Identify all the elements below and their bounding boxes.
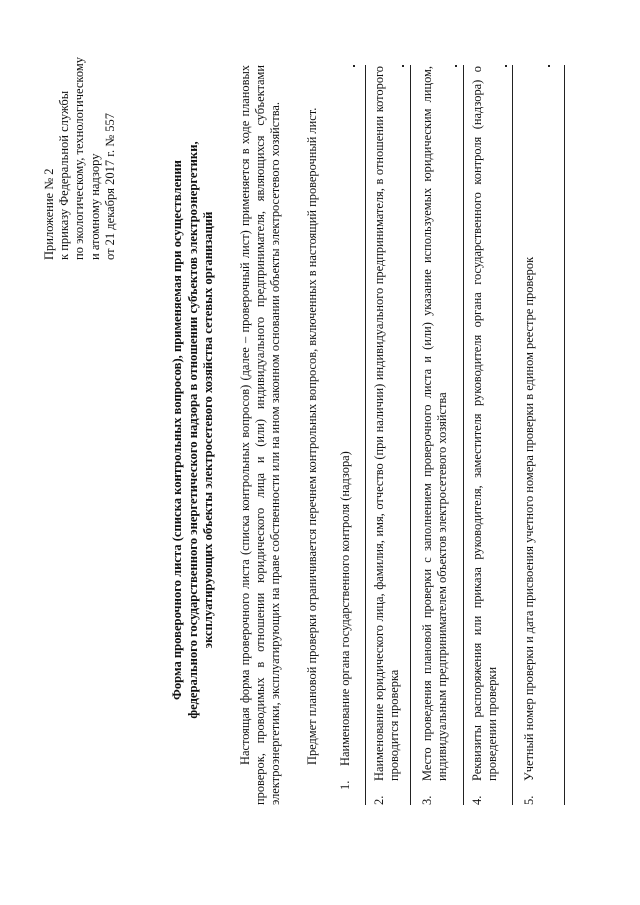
document-title: [170, 50, 217, 810]
fill-line-5: [564, 65, 565, 805]
fill-line-1: [365, 65, 366, 805]
item-number: 2.: [372, 795, 386, 805]
fill-line-3: [463, 65, 464, 805]
fill-dot: [402, 65, 404, 67]
item-text: Учетный номер проверки и дата присвоения учетного номера проверки в едином реестре проверок: [522, 256, 536, 781]
title-line-3: эксплуатирующих объекты электросетевого хозяйства сетевых организаций: [201, 211, 215, 649]
item-text: Наименование органа государственного контроля (надзора): [338, 451, 352, 766]
appendix-line: Приложение № 2: [42, 168, 56, 260]
item-number: 5.: [522, 795, 536, 805]
item-text: Место проведения плановой проверки с заполнением проверочного листа и (или) указание используемых юридическим лицом, индивидуальным предпринимателем объектов электросетевого хозяйства: [420, 66, 450, 781]
checklist-item-1: [338, 50, 353, 790]
appendix-line: и атомному надзору: [87, 153, 102, 260]
fill-dot: [548, 65, 550, 67]
intro-paragraph: Настоящая форма проверочного листа (списка контрольных вопросов) (далее – проверочный лист) применяется в ходе плановых проверок, проводимых в отношении юридического лица и (или) индивидуального предпринимателя, являющихся субъектами электроэнергетики, эксплуатирующих на праве собственности или на ином законном основании объекты электросетевого хозяйства.: [238, 65, 283, 805]
subject-paragraph: Предмет плановой проверки ограничивается перечнем контрольных вопросов, включенных в настоящий проверочный лист.: [305, 107, 319, 765]
fill-line-2: [410, 65, 411, 805]
item-text: Наименование юридического лица, фамилия, имя, отчество (при наличии) индивидуального предпринимателя, в отношении которого проводится проверка: [372, 66, 402, 781]
item-number: 4.: [470, 795, 484, 805]
appendix-line: к приказу Федеральной службы: [57, 90, 72, 260]
appendix-line: по экологическому, технологическому: [72, 56, 87, 260]
checklist-item-3: [420, 65, 450, 805]
fill-line-4: [512, 65, 513, 805]
title-line-1: Форма проверочного листа (списка контрольных вопросов), применяемая при осуществлении: [170, 160, 184, 700]
item-number: 3.: [420, 795, 434, 805]
item-number: 1.: [338, 780, 352, 790]
item-text: Реквизиты распоряжения или приказа руководителя, заместителя руководителя органа государственного контроля (надзора) о проведении проверки: [470, 66, 500, 781]
fill-dot: [353, 65, 355, 67]
fill-dot: [455, 65, 457, 67]
checklist-item-5: [522, 65, 537, 805]
appendix-block: [42, 57, 118, 260]
appendix-line: от 21 декабря 2017 г. № 557: [102, 112, 117, 260]
title-line-2: федерального государственного энергетического надзора в отношении субъектов электроэнергетики,: [185, 141, 200, 719]
checklist-item-4: [470, 65, 500, 805]
fill-dot: [505, 65, 507, 67]
checklist-item-2: [372, 65, 402, 805]
